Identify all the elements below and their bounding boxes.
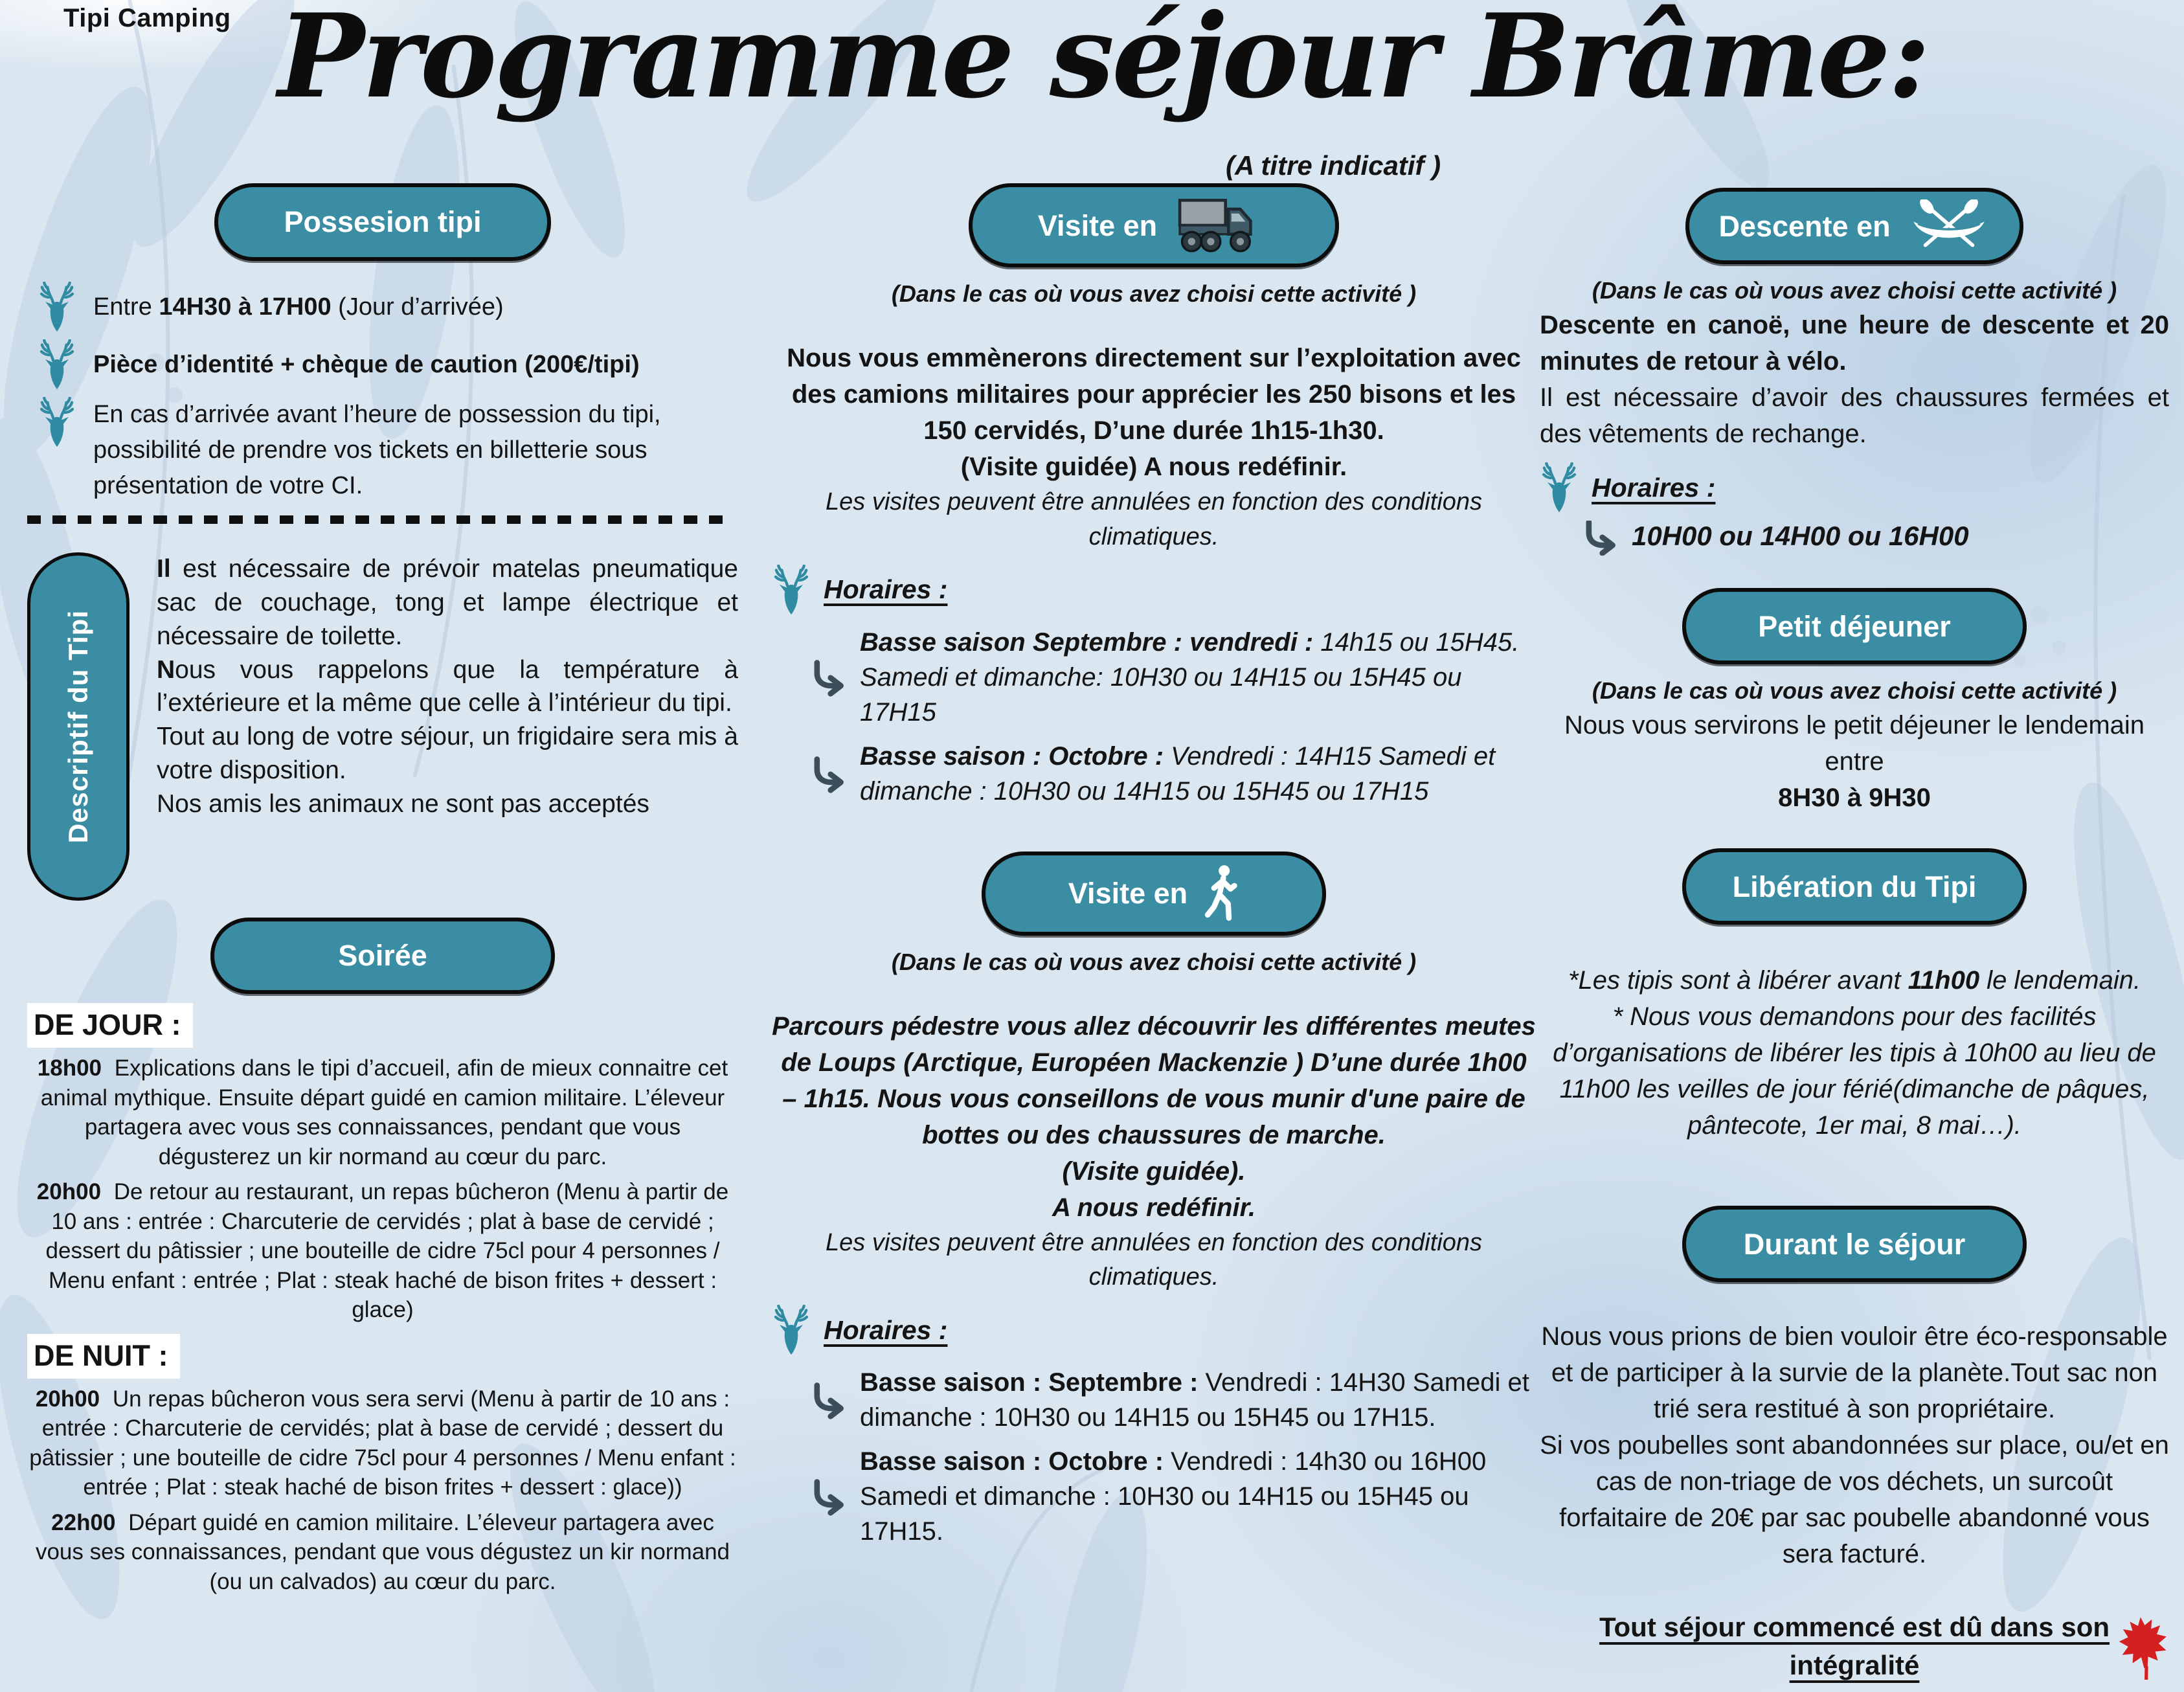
- horaires-heading: [772, 1305, 1536, 1356]
- walking-person-icon: [1204, 864, 1239, 923]
- list-item: [772, 1365, 1536, 1435]
- schedule-text: Basse saison : Octobre : Vendredi : 14h30 ou 16H00 Samedi et dimanche : 10H30 ou 14H15 ou 15H45 ou 17H15.: [860, 1447, 1487, 1546]
- maple-leaf-icon: [2113, 1614, 2174, 1684]
- page-subtitle: (A titre indicatif ): [1226, 150, 1441, 181]
- descriptif-text: [157, 552, 738, 901]
- hook-arrow-icon: [811, 627, 846, 730]
- paragraph: 20h00 De retour au restaurant, un repas bûcheron (Menu à partir de 10 ans : entrée : Charcuterie de cervidés ; plat à base de cervidé ; dessert du pâtissier ; une bouteille de cidre 75cl pour 4 personnes / Menu enfant : entrée ; Plat : steak haché de bison frites + dessert : glace): [36, 1179, 729, 1323]
- activity-note: (Dans le cas où vous avez choisi cette activité ): [891, 948, 1417, 975]
- activity-note: (Dans le cas où vous avez choisi cette activité ): [891, 280, 1417, 307]
- list-item: [772, 1444, 1536, 1549]
- horaires-label: Horaires :: [824, 1315, 948, 1346]
- hook-arrow-icon: [811, 1368, 846, 1435]
- list-item: [38, 339, 738, 390]
- horaires-label: Horaires :: [1592, 473, 1716, 503]
- column-left: [27, 183, 738, 1596]
- pill-label: Descriptif du Tipi: [62, 609, 93, 844]
- page-title: Programme séjour Brâme:: [278, 0, 1928, 124]
- schedule-text: Basse saison Septembre : vendredi : 14h15 ou 15H45. Samedi et dimanche: 10H30 ou 14H15 ou 15H45 ou 17H15: [860, 627, 1520, 727]
- paragraph: Nous vous emmènerons directement sur l’exploitation avec des camions militaires pour apprécier les 250 bisons et les 150 cervidés, D’une durée 1h15-1h30.: [787, 344, 1521, 446]
- deer-icon: [38, 397, 76, 448]
- list-item: [1582, 517, 2169, 556]
- column-right: [1540, 188, 2169, 1685]
- deer-icon: [772, 565, 811, 616]
- pill-label: Visite en: [1037, 209, 1158, 242]
- horaires-heading: [1540, 462, 2169, 513]
- schedule-text: Basse saison : Septembre : Vendredi : 14H30 Samedi et dimanche : 10H30 ou 14H15 ou 15H45 ou 17H15.: [860, 1368, 1529, 1432]
- hook-arrow-icon: [811, 741, 846, 809]
- section-pill-descente-canoe: [1685, 188, 2023, 264]
- bullet-text: Entre 14H30 à 17H00 (Jour d’arrivée): [93, 293, 504, 321]
- paragraph: Il est nécessaire de prévoir matelas pneumatique sac de couchage, tong et lampe électrique et nécessaire de toilette.: [157, 554, 738, 650]
- paragraph: Descente en canoë, une heure de descente et 20 minutes de retour à vélo.: [1540, 311, 2169, 376]
- paragraph: 22h00 Départ guidé en camion militaire. L’éleveur partagera avec vous ses connaissances, pendant que vous dégustez un kir normand (ou un calvados) au cœur du parc.: [35, 1509, 730, 1594]
- paragraph: Si vos poubelles sont abandonnées sur place, ou/et en cas de non-triage de vos déchets, un surcoût forfaitaire de 20€ par sac poubelle abandonné vous sera facturé.: [1540, 1431, 2169, 1569]
- list-item: [772, 739, 1536, 809]
- footer-notice: Tout séjour commencé est dû dans son intégralité: [1599, 1612, 2110, 1681]
- column-middle: [772, 183, 1536, 1549]
- list-item: [38, 282, 738, 333]
- bullet-text: En cas d’arrivée avant l’heure de possession du tipi, possibilité de prendre vos tickets en billetterie sous présentation de votre CI.: [93, 400, 661, 499]
- pill-label: Possesion tipi: [284, 205, 482, 239]
- paragraph: 20h00 Un repas bûcheron vous sera servi (Menu à partir de 10 ans : entrée : Charcuterie de cervidés; plat à base de cervidé ; dessert du pâtissier ; une bouteille de cidre 75cl pour 4 personnes / Menu enfant : entrée ; Plat : steak haché de bison frites + dessert : glace)): [29, 1386, 736, 1500]
- paragraph: *Les tipis sont à libérer avant 11h00 le lendemain.: [1568, 966, 2141, 995]
- paragraph: Nous vous rappelons que la température à l’extérieure et la même que celle à l’intérieur du tipi.: [157, 655, 738, 717]
- paragraph: Parcours pédestre vous allez découvrir les différentes meutes de Loups (Arctique, Européen Mackenzie ) D’une durée 1h00 – 1h15. Nous vous conseillons de vous munir d'une paire de bottes ou des chaussures de marche.: [772, 1012, 1536, 1149]
- dotted-divider: [27, 515, 723, 524]
- section-pill-soiree: [210, 918, 555, 994]
- paragraph: Les visites peuvent être annulées en fonction des conditions climatiques.: [826, 488, 1482, 550]
- section-pill-liberation-tipi: [1682, 848, 2027, 925]
- paragraph: (Visite guidée) A nous redéfinir.: [960, 453, 1347, 482]
- pill-label: Petit déjeuner: [1758, 609, 1951, 643]
- horaires-label: Horaires :: [824, 574, 948, 605]
- paragraph: (Visite guidée).: [1062, 1157, 1246, 1186]
- schedule-text: Basse saison : Octobre : Vendredi : 14H15 Samedi et dimanche : 10H30 ou 14H15 ou 15H45 ou 17H15: [860, 741, 1496, 806]
- canoe-icon: [1908, 199, 1990, 253]
- paragraph: Les visites peuvent être annulées en fonction des conditions climatiques.: [826, 1229, 1482, 1291]
- hook-arrow-icon: [811, 1447, 846, 1549]
- day-label: DE JOUR :: [27, 1003, 193, 1048]
- section-pill-petit-dejeuner: [1682, 588, 2027, 664]
- bullet-text: Pièce d’identité + chèque de caution (200€/tipi): [93, 350, 640, 378]
- deer-icon: [772, 1305, 811, 1356]
- activity-note: (Dans le cas où vous avez choisi cette activité ): [1592, 677, 2117, 705]
- pill-label: Visite en: [1068, 877, 1188, 910]
- arrival-bullets: [27, 282, 738, 504]
- brand: Tipi Camping: [63, 4, 231, 32]
- pill-label: Soirée: [338, 939, 427, 973]
- section-pill-visite-pied: [982, 852, 1326, 936]
- pill-label: Descente en: [1718, 209, 1891, 243]
- activity-note: (Dans le cas où vous avez choisi cette activité ): [1592, 277, 2117, 304]
- paragraph: Nous vous servirons le petit déjeuner le lendemain entre 8H30 à 9H30: [1564, 711, 2145, 813]
- descriptif-section: [27, 552, 738, 901]
- hook-arrow-icon: [1582, 521, 1617, 556]
- section-pill-descriptif-tipi: [27, 552, 129, 901]
- section-pill-durant-sejour: [1682, 1206, 2027, 1282]
- section-pill-visite-camion: [969, 183, 1339, 267]
- schedule-text: 10H00 ou 14H00 ou 16H00: [1632, 521, 1969, 552]
- deer-icon: [38, 339, 76, 390]
- pill-label: Libération du Tipi: [1732, 870, 1977, 903]
- section-pill-possession-tipi: [214, 183, 551, 261]
- list-item: [38, 397, 738, 504]
- military-truck-icon: [1174, 194, 1270, 256]
- paragraph: Nous vous prions de bien vouloir être éco-responsable et de participer à la survie de la planète.Tout sac non trié sera restitué à son propriétaire.: [1541, 1322, 2168, 1424]
- paragraph: A nous redéfinir.: [1052, 1193, 1256, 1222]
- night-label: DE NUIT :: [27, 1334, 180, 1379]
- paragraph: 18h00 Explications dans le tipi d’accueil, afin de mieux connaitre cet animal mythique. Ensuite départ guidé en camion militaire. L’éleveur partagera avec vous ses connaissances, pendant que vous dégusterez un kir normand au cœur du parc.: [37, 1055, 728, 1169]
- paragraph: Il est nécessaire d’avoir des chaussures fermées et des vêtements de rechange.: [1540, 383, 2169, 449]
- pill-label: Durant le séjour: [1743, 1227, 1966, 1261]
- paragraph: * Nous vous demandons pour des facilités d’organisations de libérer les tipis à 10h00 au lieu de 11h00 les veilles de jour férié(dimanche de pâques, pântecote, 1er mai, 8 mai…).: [1553, 1002, 2156, 1140]
- horaires-heading: [772, 565, 1536, 616]
- paragraph: Tout au long de votre séjour, un frigidaire sera mis à votre disposition.: [157, 723, 738, 785]
- deer-icon: [38, 282, 76, 333]
- list-item: [772, 625, 1536, 730]
- paragraph: Nos amis les animaux ne sont pas acceptés: [157, 789, 649, 818]
- deer-icon: [1540, 462, 1579, 513]
